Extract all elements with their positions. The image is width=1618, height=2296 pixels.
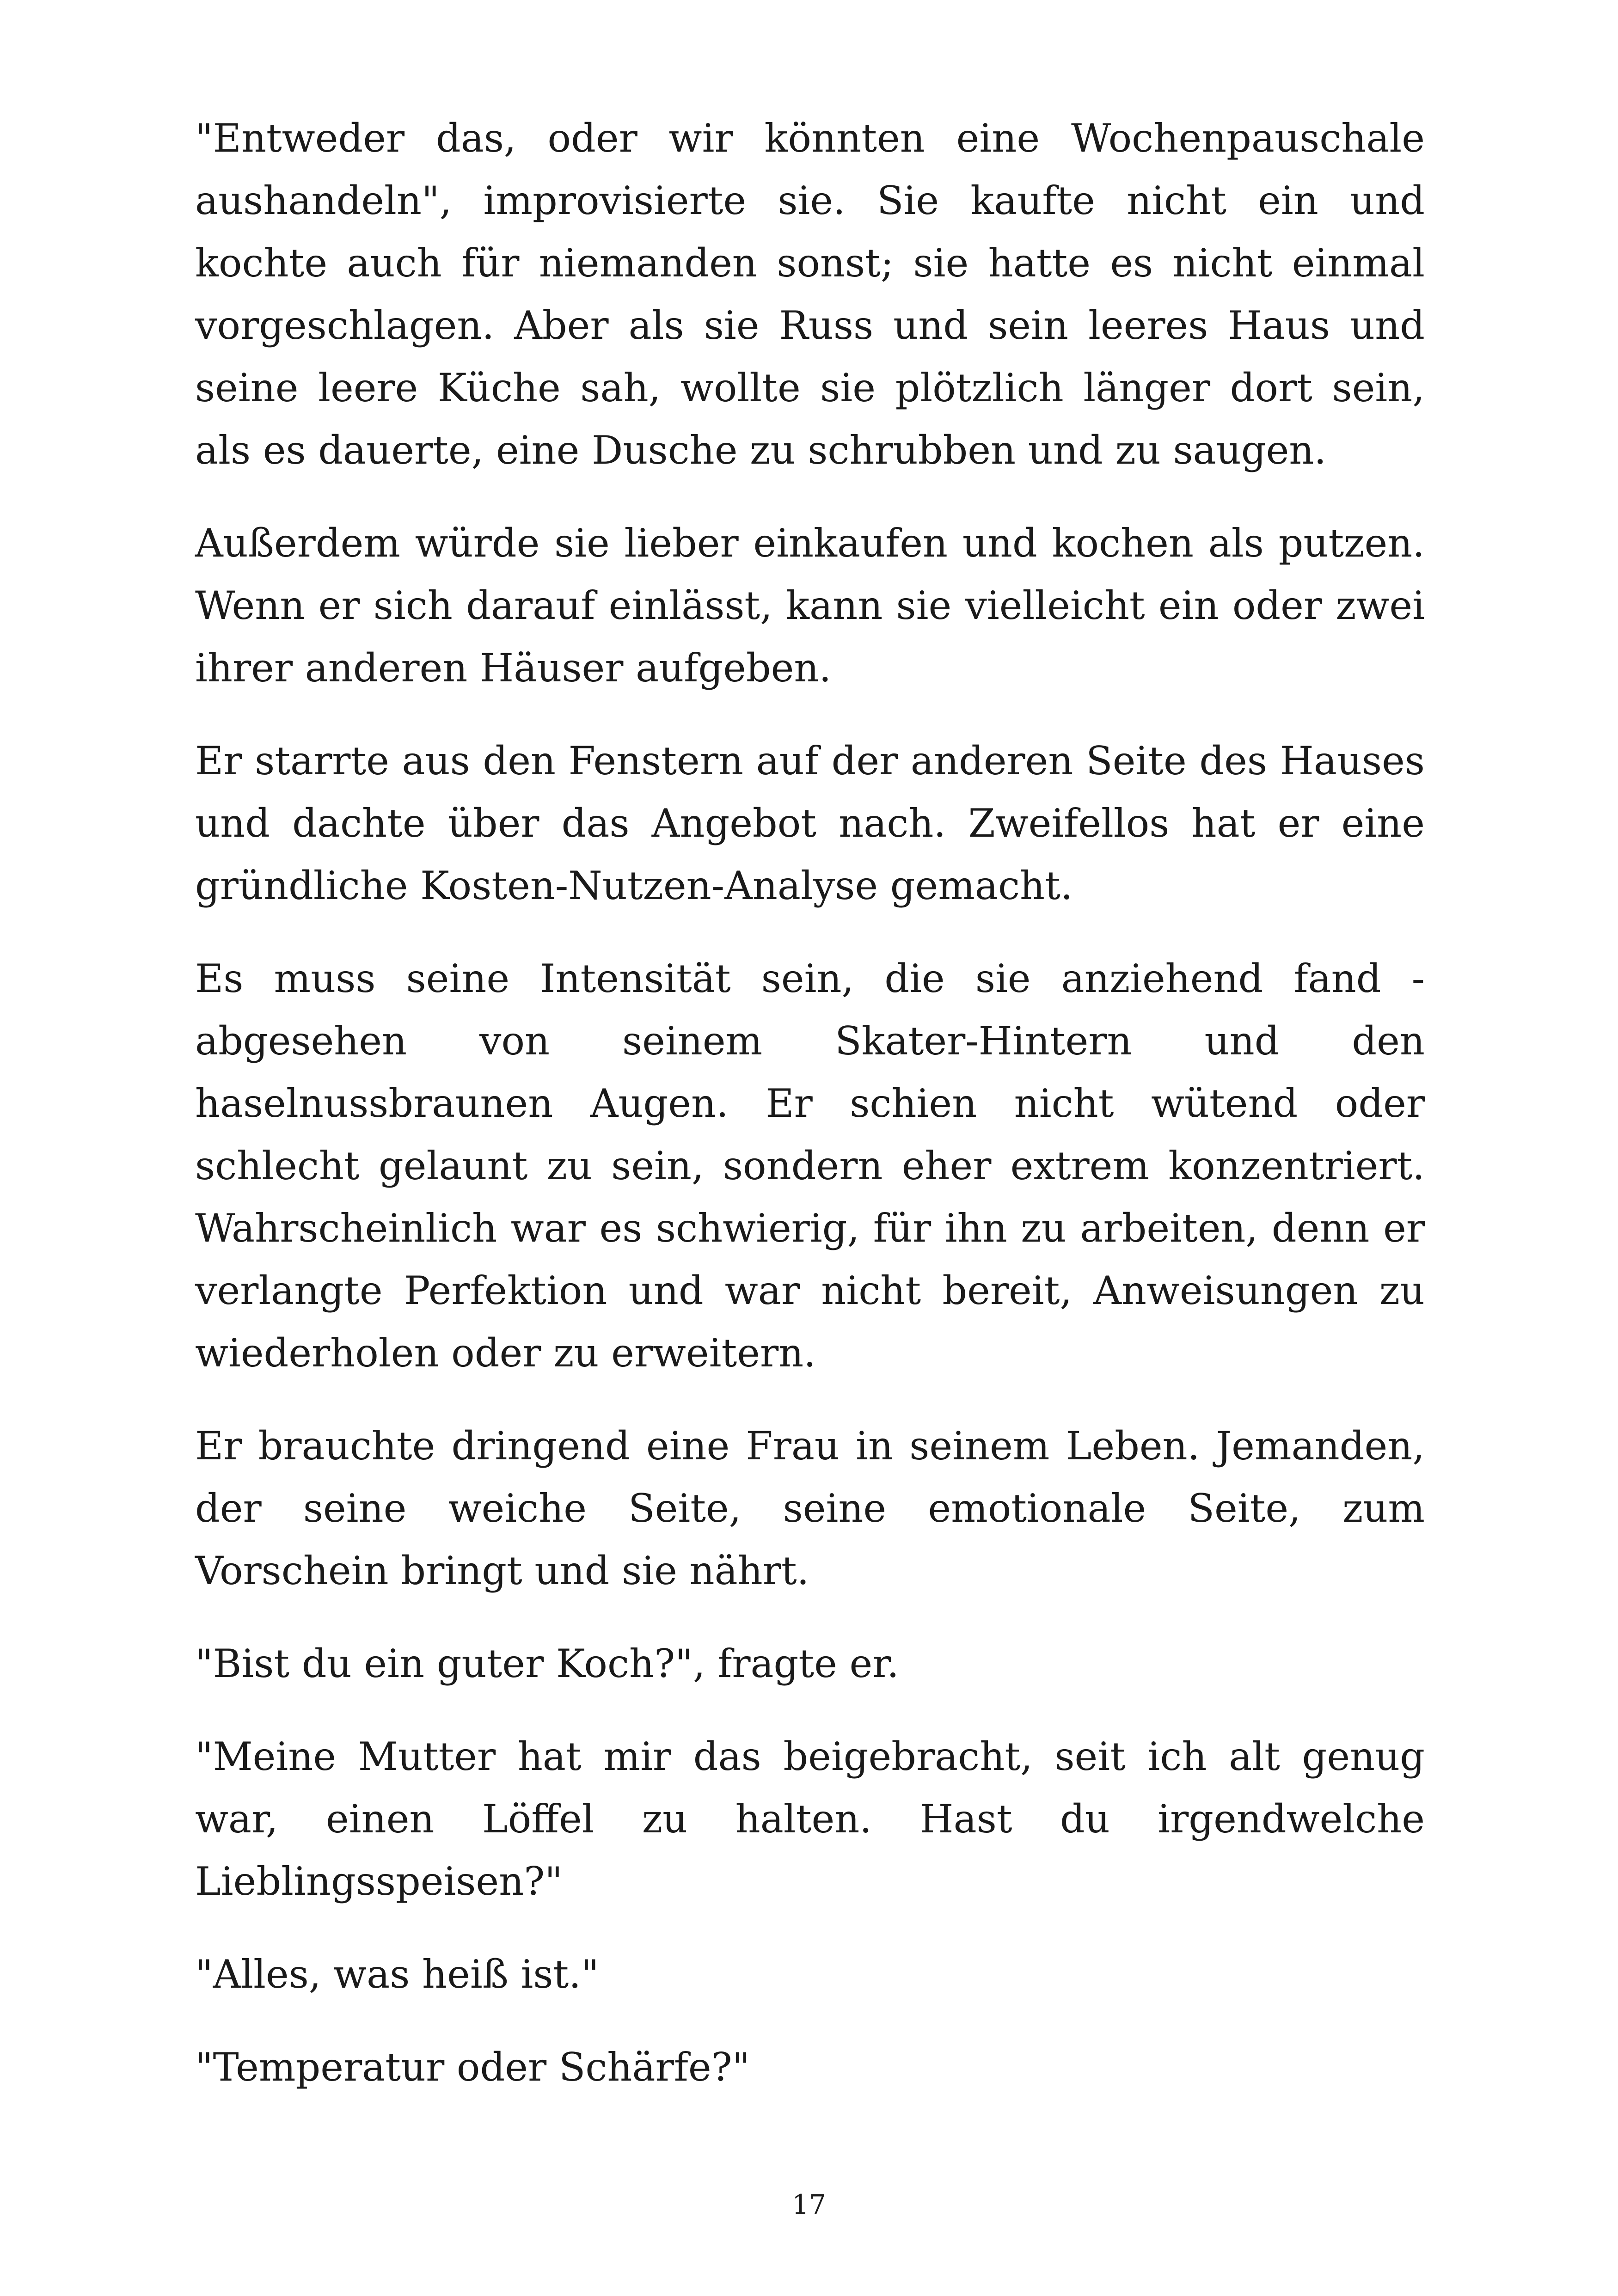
page-number: 17 [792,2189,826,2220]
paragraph: "Meine Mutter hat mir das beigebracht, seit ich alt genug war, einen Löffel zu halten. Hast du irgendwelche Lieblingsspeisen?" [195,1734,1425,1904]
body-text [195,107,1425,2129]
paragraph: Er brauchte dringend eine Frau in seinem Leben. Jemanden, der seine weiche Seite, seine emotionale Seite, zum Vorschein bringt und sie nährt. [195,1423,1425,1593]
paragraph: Es muss seine Intensität sein, die sie anziehend fand - abgesehen von seinem Skater-Hintern und den haselnussbraunen Augen. Er schien nicht wütend oder schlecht gelaunt zu sein, sondern eher extrem konzentriert. Wahrscheinlich war es schwierig, für ihn zu arbeiten, denn er verlangte Perfektion und war nicht bereit, Anweisungen zu wiederholen oder zu erweitern. [195,956,1425,1376]
paragraph: Außerdem würde sie lieber einkaufen und kochen als putzen. Wenn er sich darauf einlässt, kann sie vielleicht ein oder zwei ihrer anderen Häuser aufgeben. [195,520,1425,691]
paragraph: "Temperatur oder Schärfe?" [195,2045,750,2090]
paragraph: "Bist du ein guter Koch?", fragte er. [195,1641,899,1686]
paragraph: Er starrte aus den Fenstern auf der anderen Seite des Hauses und dachte über das Angebot nach. Zweifellos hat er eine gründliche Kosten-Nutzen-Analyse gemacht. [195,738,1425,908]
paragraph: "Alles, was heiß ist." [195,1952,599,1997]
paragraph: "Entweder das, oder wir könnten eine Wochenpauschale aushandeln", improvisierte sie. Sie kaufte nicht ein und kochte auch für niemanden sonst; sie hatte es nicht einmal vorgeschlagen. Aber als sie Russ und sein leeres Haus und seine leere Küche sah, wollte sie plötzlich länger dort sein, als es dauerte, eine Dusche zu schrubben und zu saugen. [195,116,1425,473]
